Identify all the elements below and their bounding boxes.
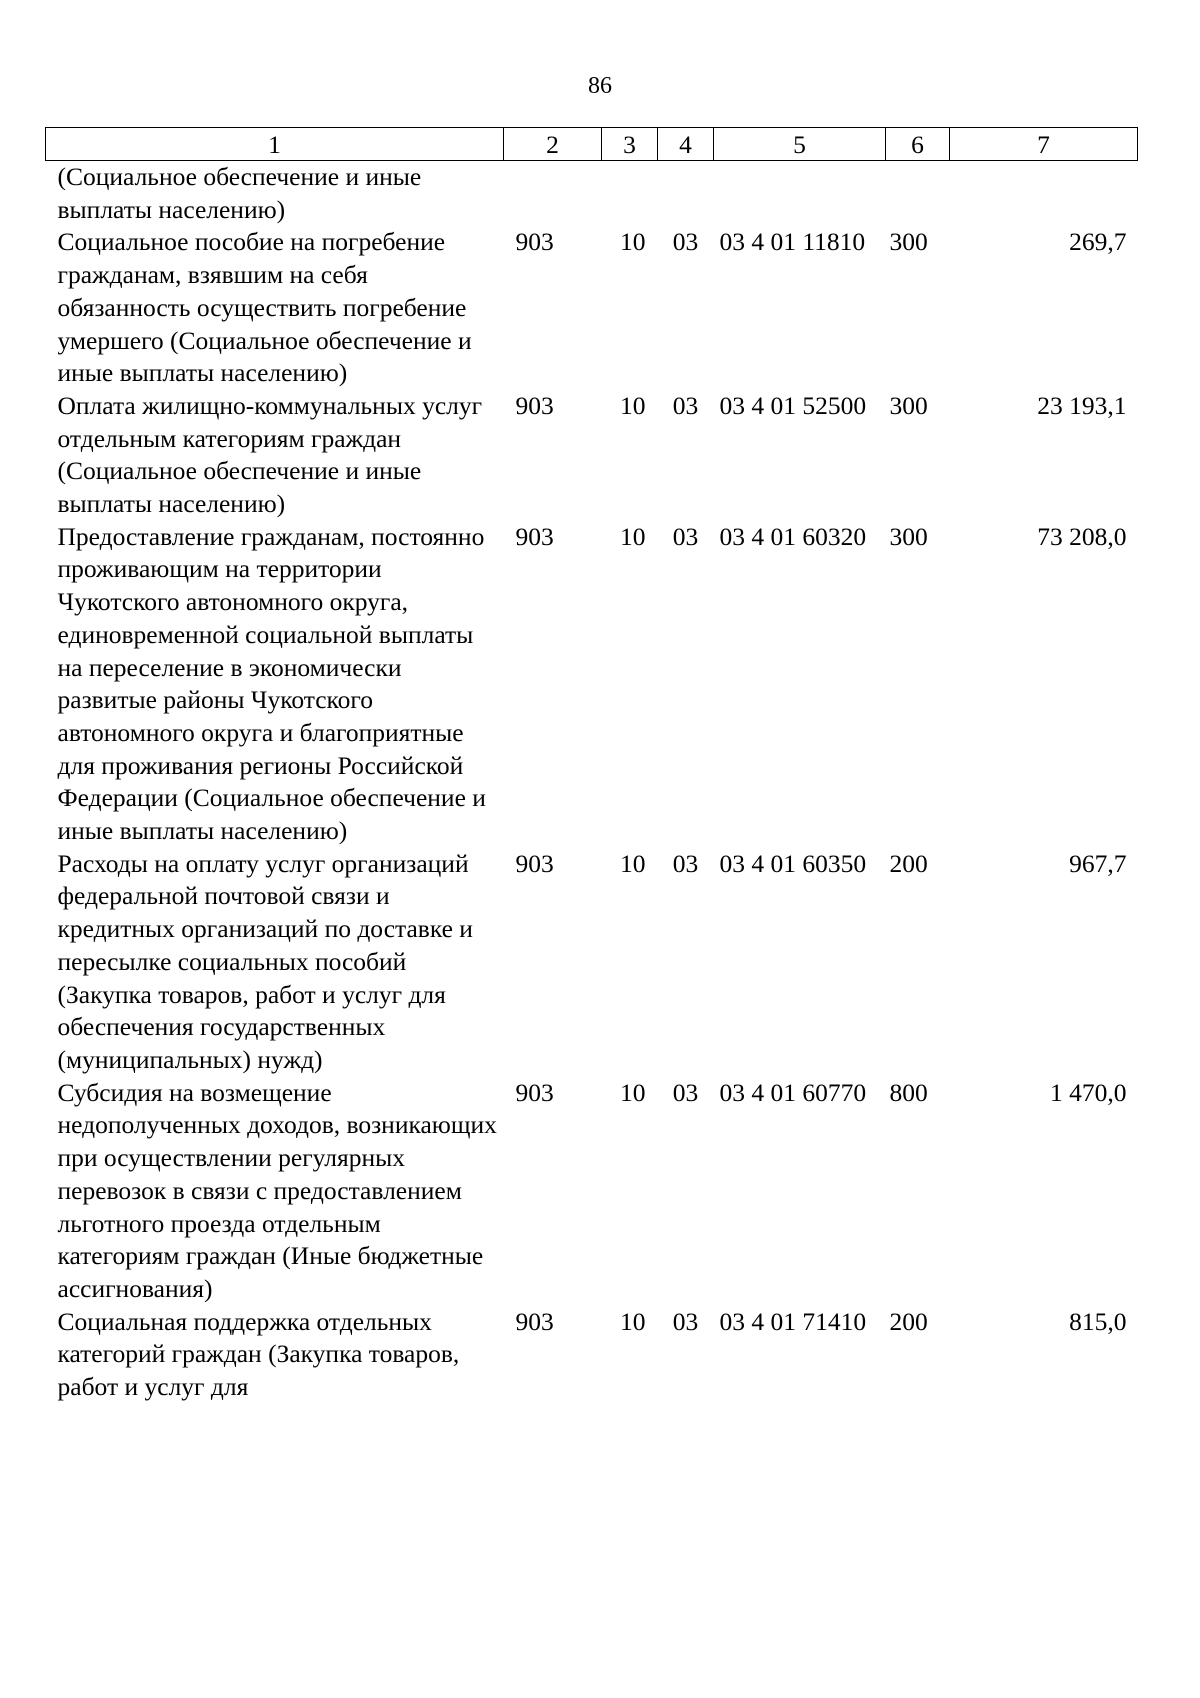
- row-amount: [950, 161, 1138, 227]
- row-section-code: 10: [620, 227, 646, 257]
- row-gr-code: 903: [515, 1306, 554, 1336]
- row-target-article: 03 4 01 52500: [719, 390, 867, 420]
- header-col-3: 3: [602, 128, 658, 161]
- row-expense-type: 200: [889, 848, 928, 878]
- row-subsection-code: 03: [672, 227, 699, 257]
- row-subsection-code: 03: [672, 1306, 699, 1336]
- header-col-6: 6: [886, 128, 950, 161]
- row-expense-type: 300: [889, 227, 928, 257]
- row-section-code: 10: [620, 1306, 646, 1336]
- row-expense-type: 300: [889, 390, 928, 420]
- row-name: Социальная поддержка отдельных категорий граждан (Закупка товаров, работ и услуг для: [57, 1306, 460, 1402]
- row-expense-type: [886, 161, 950, 227]
- row-target-article: 03 4 01 60320: [719, 521, 867, 551]
- row-name: Оплата жилищно-коммунальных услуг отдельным категориям граждан (Социальное обеспечение и иные выплаты населению): [57, 390, 483, 519]
- row-target-article: [714, 161, 886, 227]
- row-section-code: 10: [620, 390, 646, 420]
- row-gr-code: [504, 161, 602, 227]
- row-gr-code: 903: [515, 227, 554, 257]
- row-amount: 815,0: [1069, 1306, 1127, 1336]
- row-target-article: 03 4 01 71410: [719, 1306, 867, 1336]
- page-number: 86: [588, 73, 612, 99]
- table-body: [46, 161, 1138, 1404]
- row-name: Расходы на оплату услуг организаций федеральной почтовой связи и кредитных организаций по доставке и пересылке социальных пособий (Закупка товаров, работ и услуг для обеспечения государственных (муниципальных) нужд): [57, 848, 473, 1074]
- row-subsection-code: [658, 161, 714, 227]
- row-section-code: 10: [620, 1077, 646, 1107]
- row-expense-type: 800: [889, 1077, 928, 1107]
- table-row: [46, 390, 1138, 521]
- row-amount: 73 208,0: [1037, 521, 1127, 551]
- header-col-1: 1: [46, 128, 504, 161]
- row-amount: 1 470,0: [1050, 1077, 1127, 1107]
- row-name: Социальное пособие на погребение гражданам, взявшим на себя обязанность осуществить погребение умершего (Социальное обеспечение и иные выплаты населению): [57, 227, 472, 388]
- header-col-4: 4: [658, 128, 714, 161]
- row-name: Субсидия на возмещение недополученных доходов, возникающих при осуществлении регулярных перевозок в связи с предоставлением льготного проезда отдельным категориям граждан (Иные бюджетные ассигнования): [57, 1077, 497, 1303]
- header-col-5: 5: [714, 128, 886, 161]
- header-row: [46, 128, 1138, 161]
- table-row: [46, 226, 1138, 390]
- row-amount: 23 193,1: [1037, 390, 1127, 420]
- table-row: [46, 161, 1138, 227]
- row-subsection-code: 03: [672, 390, 699, 420]
- row-gr-code: 903: [515, 390, 554, 420]
- row-section-code: [602, 161, 658, 227]
- budget-table: [45, 127, 1138, 1404]
- row-subsection-code: 03: [672, 521, 699, 551]
- row-section-code: 10: [620, 848, 646, 878]
- table-row: [46, 521, 1138, 848]
- row-section-code: 10: [620, 521, 646, 551]
- row-target-article: 03 4 01 11810: [719, 227, 866, 257]
- row-gr-code: 903: [515, 1077, 554, 1107]
- row-expense-type: 200: [889, 1306, 928, 1336]
- row-gr-code: 903: [515, 521, 554, 551]
- row-subsection-code: 03: [672, 848, 699, 878]
- table-row: [46, 848, 1138, 1077]
- row-amount: 967,7: [1069, 848, 1127, 878]
- row-target-article: 03 4 01 60770: [719, 1077, 867, 1107]
- table-header: [46, 128, 1138, 161]
- row-target-article: 03 4 01 60350: [719, 848, 867, 878]
- table-row: [46, 1077, 1138, 1306]
- header-col-7: 7: [950, 128, 1138, 161]
- header-col-2: 2: [504, 128, 602, 161]
- row-name: (Социальное обеспечение и иные выплаты населению): [57, 162, 422, 224]
- table-row: [46, 1306, 1138, 1404]
- row-name: Предоставление гражданам, постоянно проживающим на территории Чукотского автономного округа, единовременной социальной выплаты на переселение в экономически развитые районы Чукотского автономного округа и благоприятные для проживания регионы Российской Федерации (Социальное обеспечение и иные выплаты населению): [57, 521, 486, 846]
- row-gr-code: 903: [515, 848, 554, 878]
- row-subsection-code: 03: [672, 1077, 699, 1107]
- row-amount: 269,7: [1069, 227, 1127, 257]
- row-expense-type: 300: [889, 521, 928, 551]
